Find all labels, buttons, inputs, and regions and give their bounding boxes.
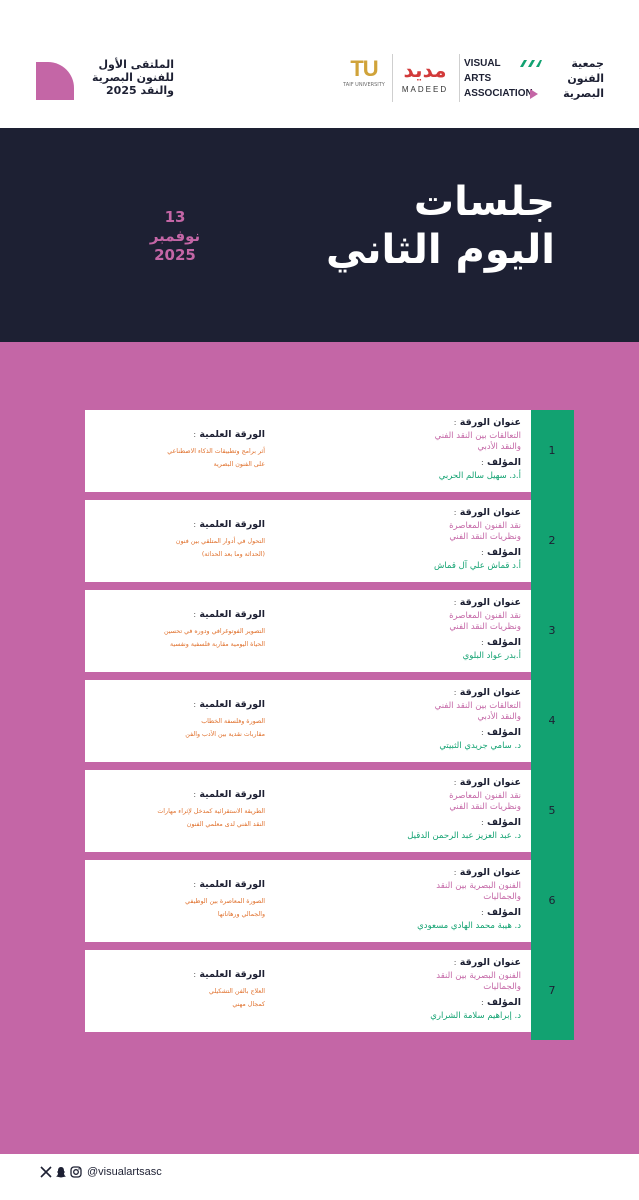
event-date xyxy=(140,208,210,265)
scientific-paper-topic: الطريقة الاستقرائية كمدخل لإثراء مهارات النقد الفني لدى معلمي الفنون xyxy=(157,808,265,828)
paper-title-label: عنوان الورقة : xyxy=(453,687,521,698)
session-info xyxy=(321,596,521,662)
event-date-year: 2025 xyxy=(154,246,196,264)
scientific-paper-topic: الصورة المعاصرة بين الوظيفي والجمالي ورهاناتها xyxy=(185,898,265,918)
vaa-arabic-line: الفنون xyxy=(567,72,604,85)
vaa-english-line: ASSOCIATION xyxy=(464,88,533,99)
author-name: أ.د قماش علي آل قماش xyxy=(433,561,521,571)
paper-title-label: عنوان الورقة : xyxy=(453,507,521,518)
session-row xyxy=(85,950,556,1032)
paper-title-label: عنوان الورقة : xyxy=(453,957,521,968)
session-info xyxy=(321,506,521,572)
session-row xyxy=(85,590,556,672)
page-title-line: جلسات xyxy=(413,179,555,225)
scientific-paper xyxy=(115,968,265,1011)
paper-title-label: عنوان الورقة : xyxy=(453,597,521,608)
forum-logo-line: للفنون البصرية xyxy=(91,71,174,84)
forum-logo-line: الملتقى الأول xyxy=(98,58,174,71)
scientific-paper-label: الورقة العلمية : xyxy=(193,789,265,800)
author-name: د. إبراهيم سلامة الشراري xyxy=(430,1011,521,1021)
author-name: د. عبد العزيز عبد الرحمن الدقيل xyxy=(407,831,521,841)
paper-title: الفنون البصرية بين النقد والجماليات xyxy=(436,881,521,902)
footer xyxy=(0,1154,639,1200)
social-links xyxy=(40,1164,162,1180)
scientific-paper xyxy=(115,608,265,651)
paper-title: الفنون البصرية بين النقد والجماليات xyxy=(436,971,521,992)
visual-arts-association-logo xyxy=(464,56,604,102)
vaa-arabic xyxy=(544,56,604,101)
author-name: د. سامي جريدي الثبيتي xyxy=(439,741,521,751)
paper-title-label: عنوان الورقة : xyxy=(453,777,521,788)
header xyxy=(0,0,639,128)
forum-logo xyxy=(36,58,176,106)
forum-logo-line: والنقد 2025 xyxy=(106,84,174,97)
session-number: 2 xyxy=(548,534,556,547)
x-icon[interactable] xyxy=(40,1166,52,1178)
scientific-paper xyxy=(115,428,265,471)
madeed-arabic: مديد xyxy=(403,58,447,82)
vaa-triangle-icon xyxy=(530,89,538,99)
logo-divider xyxy=(459,54,460,102)
scientific-paper-topic: التحول في أدوار المتلقي بين فنون (الحداثة وما بعد الحداثة) xyxy=(175,538,265,558)
logo-divider xyxy=(392,54,393,102)
author-name: أ.بدر عواد البلوي xyxy=(462,651,521,661)
vaa-english-line: VISUAL xyxy=(464,58,501,69)
session-row xyxy=(85,500,556,582)
sessions-list xyxy=(85,410,556,1040)
session-number: 1 xyxy=(548,444,556,457)
tu-mark: TU xyxy=(350,56,378,81)
scientific-paper xyxy=(115,698,265,741)
session-row xyxy=(85,770,556,852)
paper-title: نقد الفنون المعاصرة ونظريات النقد الفني xyxy=(449,791,521,812)
session-row xyxy=(85,680,556,762)
paper-title: نقد الفنون المعاصرة ونظريات النقد الفني xyxy=(449,521,521,542)
page-title xyxy=(255,178,555,274)
session-number: 6 xyxy=(548,894,556,907)
vaa-arabic-line: جمعية xyxy=(571,57,604,70)
social-handle[interactable]: @visualartsasc xyxy=(87,1166,162,1178)
scientific-paper-label: الورقة العلمية : xyxy=(193,699,265,710)
taif-university-logo xyxy=(343,56,385,100)
tu-subtitle: TAIF UNIVERSITY xyxy=(343,82,385,88)
session-row xyxy=(85,860,556,942)
session-number: 4 xyxy=(548,714,556,727)
author-label: المؤلف : xyxy=(480,457,521,468)
scientific-paper-label: الورقة العلمية : xyxy=(193,969,265,980)
session-row xyxy=(85,410,556,492)
vaa-arabic-line: البصرية xyxy=(563,87,604,100)
session-info xyxy=(321,686,521,752)
session-info xyxy=(321,956,521,1022)
session-info xyxy=(321,866,521,932)
scientific-paper-label: الورقة العلمية : xyxy=(193,609,265,620)
scientific-paper xyxy=(115,518,265,561)
title-band xyxy=(0,128,639,342)
author-label: المؤلف : xyxy=(480,727,521,738)
paper-title: التعالقات بين النقد الفني والنقد الأدبي xyxy=(434,431,521,452)
session-number: 7 xyxy=(548,984,556,997)
session-info xyxy=(321,776,521,842)
instagram-icon[interactable] xyxy=(70,1166,82,1178)
madeed-english: MADEED xyxy=(401,85,449,94)
author-label: المؤلف : xyxy=(480,997,521,1008)
author-label: المؤلف : xyxy=(480,637,521,648)
vaa-stripes-icon xyxy=(518,60,542,67)
session-number: 5 xyxy=(548,804,556,817)
paper-title-label: عنوان الورقة : xyxy=(453,417,521,428)
vaa-english-line: ARTS xyxy=(464,73,492,84)
scientific-paper-label: الورقة العلمية : xyxy=(193,519,265,530)
snapchat-icon[interactable] xyxy=(55,1166,67,1178)
scientific-paper-topic: الصورة وفلسفة الخطاب مقاربات نقدية بين الأدب والفن xyxy=(185,718,265,738)
scientific-paper xyxy=(115,788,265,831)
author-name: أ.د. سهيل سالم الحربي xyxy=(438,471,521,481)
author-label: المؤلف : xyxy=(480,817,521,828)
scientific-paper-topic: التصوير الفوتوغرافي ودوره في تحسين الحياة اليومية مقاربة فلسفية ونفسية xyxy=(163,628,265,648)
scientific-paper xyxy=(115,878,265,921)
madeed-logo xyxy=(396,56,454,100)
scientific-paper-topic: العلاج بالفن التشكيلي كمجال مهني xyxy=(209,988,265,1008)
session-number: 3 xyxy=(548,624,556,637)
forum-logo-shape-icon xyxy=(36,62,74,100)
author-label: المؤلف : xyxy=(480,907,521,918)
paper-title-label: عنوان الورقة : xyxy=(453,867,521,878)
scientific-paper-label: الورقة العلمية : xyxy=(193,879,265,890)
paper-title: نقد الفنون المعاصرة ونظريات النقد الفني xyxy=(449,611,521,632)
paper-title: التعالقات بين النقد الفني والنقد الأدبي xyxy=(434,701,521,722)
author-name: د. هيبة محمد الهادي مسعودي xyxy=(417,921,521,931)
scientific-paper-label: الورقة العلمية : xyxy=(193,429,265,440)
event-date-day: 13 نوفمبر xyxy=(149,208,201,245)
scientific-paper-topic: أثر برامج وتطبيقات الذكاء الاصطناعي على الفنون البصرية xyxy=(167,448,265,468)
forum-logo-text xyxy=(82,58,174,97)
author-label: المؤلف : xyxy=(480,547,521,558)
session-info xyxy=(321,416,521,482)
page-title-line: اليوم الثاني xyxy=(326,227,555,273)
